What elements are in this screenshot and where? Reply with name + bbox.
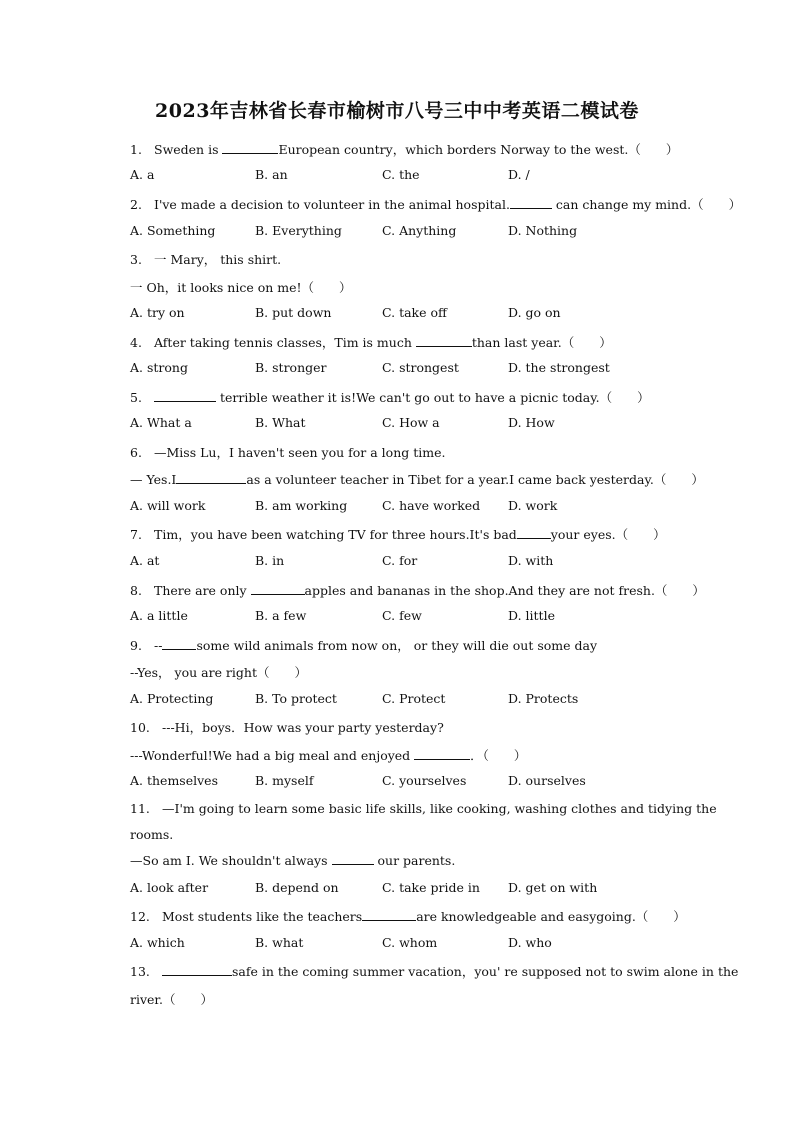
option-b[interactable]: B. depend on xyxy=(255,880,339,895)
question-number: 8. xyxy=(130,583,142,598)
question-13 xyxy=(130,962,738,980)
question-text: some wild animals from now on， or they will die out some day xyxy=(196,638,598,653)
answer-blank xyxy=(362,908,416,921)
question-text: —I'm going to learn some basic life skills, like cooking, washing clothes and tidying the xyxy=(162,801,717,816)
line-text: our parents. xyxy=(373,853,456,868)
answer-blank xyxy=(517,526,551,539)
option-a[interactable]: A. try on xyxy=(130,305,185,320)
question-11 xyxy=(130,801,717,816)
option-b[interactable]: B. a few xyxy=(255,608,307,623)
question-text: Most students like the teachers xyxy=(162,909,363,924)
option-a[interactable]: A. a xyxy=(130,167,155,182)
question-number: 5. xyxy=(130,390,142,405)
option-c[interactable]: C. strongest xyxy=(382,360,459,375)
option-a[interactable]: A. a little xyxy=(130,608,188,623)
answer-blank xyxy=(251,582,305,595)
answer-blank xyxy=(510,196,552,209)
answer-blank xyxy=(162,637,196,650)
option-b[interactable]: B. in xyxy=(255,553,285,568)
question-text: Sweden is xyxy=(154,142,223,157)
question-7 xyxy=(130,525,666,543)
question-text: safe in the coming summer vacation，you' re supposed not to swim alone in the xyxy=(232,964,739,979)
line-text: as a volunteer teacher in Tibet for a year.I came back yesterday.（ ） xyxy=(246,472,704,487)
option-a[interactable]: A. which xyxy=(130,935,185,950)
option-d[interactable]: D. ourselves xyxy=(508,773,586,788)
question-text: than last year.（ ） xyxy=(471,335,612,350)
question-text: European country，which borders Norway to the west.（ ） xyxy=(278,142,679,157)
option-b[interactable]: B. am working xyxy=(255,498,348,513)
line-text: — Yes.I xyxy=(130,472,177,487)
option-b[interactable]: B. To protect xyxy=(255,691,337,706)
option-c[interactable]: C. Protect xyxy=(382,691,446,706)
question-line xyxy=(130,470,704,488)
question-1 xyxy=(130,140,678,158)
option-d[interactable]: D. who xyxy=(508,935,552,950)
option-a[interactable]: A. will work xyxy=(130,498,206,513)
answer-blank xyxy=(416,334,472,347)
page-title: 2023年吉林省长春市榆树市八号三中中考英语二模试卷 xyxy=(155,100,639,122)
option-a[interactable]: A. at xyxy=(130,553,160,568)
question-text: are knowledgeable and easygoing.（ ） xyxy=(416,909,686,924)
question-text: 一 Mary， this shirt. xyxy=(154,252,282,267)
answer-blank xyxy=(414,747,470,760)
option-a[interactable]: A. themselves xyxy=(130,773,218,788)
question-text: Tim，you have been watching TV for three hours.It's bad xyxy=(154,527,517,542)
question-text: -- xyxy=(154,638,163,653)
answer-blank xyxy=(176,471,246,484)
question-4 xyxy=(130,333,612,351)
answer-blank xyxy=(222,141,278,154)
question-2 xyxy=(130,195,741,213)
option-c[interactable]: C. yourselves xyxy=(382,773,467,788)
option-b[interactable]: B. Everything xyxy=(255,223,342,238)
line-text: —So am I. We shouldn't always xyxy=(130,853,332,868)
question-number: 10. xyxy=(130,720,150,735)
option-b[interactable]: B. myself xyxy=(255,773,314,788)
option-c[interactable]: C. the xyxy=(382,167,420,182)
answer-blank xyxy=(332,852,374,865)
option-d[interactable]: D. Protects xyxy=(508,691,579,706)
option-d[interactable]: D. Nothing xyxy=(508,223,578,238)
option-b[interactable]: B. What xyxy=(255,415,306,430)
question-number: 9. xyxy=(130,638,142,653)
option-a[interactable]: A. What a xyxy=(130,415,192,430)
option-c[interactable]: C. few xyxy=(382,608,422,623)
question-text: apples and bananas in the shop.And they are not fresh.（ ） xyxy=(304,583,705,598)
question-number: 1. xyxy=(130,142,142,157)
question-8 xyxy=(130,581,705,599)
option-c[interactable]: C. whom xyxy=(382,935,438,950)
option-b[interactable]: B. what xyxy=(255,935,304,950)
option-d[interactable]: D. / xyxy=(508,167,530,182)
question-9 xyxy=(130,636,597,654)
question-10 xyxy=(130,718,444,736)
line-text: ．（ ） xyxy=(470,748,527,763)
question-number: 13. xyxy=(130,964,150,979)
question-number: 4. xyxy=(130,335,142,350)
question-text: After taking tennis classes，Tim is much xyxy=(154,335,416,350)
question-3 xyxy=(130,250,281,268)
question-line xyxy=(130,852,455,868)
line-text: ---Wonderful!We had a big meal and enjoyed xyxy=(130,748,415,763)
question-text: —Miss Lu，I haven't seen you for a long time. xyxy=(154,445,446,460)
question-line: --Yes， you are right（ ） xyxy=(130,665,307,680)
question-line: 一 Oh，it looks nice on me!（ ） xyxy=(130,280,352,295)
answer-blank xyxy=(162,963,232,976)
question-text: terrible weather it is!We can't go out to have a picnic today.（ ） xyxy=(216,390,650,405)
option-a[interactable]: A. strong xyxy=(130,360,188,375)
question-6 xyxy=(130,443,445,461)
question-number: 7. xyxy=(130,527,142,542)
question-text: ---Hi，boys．How was your party yesterday? xyxy=(162,720,444,735)
question-text: can change my mind.（ ） xyxy=(551,197,742,212)
question-number: 2. xyxy=(130,197,142,212)
option-b[interactable]: B. stronger xyxy=(255,360,327,375)
question-line: rooms. xyxy=(130,827,174,842)
question-number: 11. xyxy=(130,801,150,816)
option-d[interactable]: D. go on xyxy=(508,305,561,320)
option-b[interactable]: B. an xyxy=(255,167,288,182)
option-b[interactable]: B. put down xyxy=(255,305,332,320)
question-line: river.（ ） xyxy=(130,992,214,1007)
question-number: 3. xyxy=(130,252,142,267)
question-line xyxy=(130,746,526,764)
question-number: 12. xyxy=(130,909,150,924)
option-c[interactable]: C. take off xyxy=(382,305,447,320)
option-c[interactable]: C. take pride in xyxy=(382,880,480,895)
question-text: your eyes.（ ） xyxy=(550,527,666,542)
option-c[interactable]: C. for xyxy=(382,553,418,568)
option-d[interactable]: D. How xyxy=(508,415,555,430)
option-c[interactable]: C. Anything xyxy=(382,223,457,238)
option-d[interactable]: D. the strongest xyxy=(508,360,610,375)
question-text: I've made a decision to volunteer in the animal hospital. xyxy=(154,197,510,212)
option-d[interactable]: D. work xyxy=(508,498,558,513)
option-a[interactable]: A. Something xyxy=(130,223,216,238)
answer-blank xyxy=(154,389,216,402)
option-d[interactable]: D. little xyxy=(508,608,555,623)
question-5 xyxy=(130,388,650,406)
option-a[interactable]: A. Protecting xyxy=(130,691,214,706)
question-text: There are only xyxy=(154,583,251,598)
option-d[interactable]: D. with xyxy=(508,553,554,568)
option-c[interactable]: C. How a xyxy=(382,415,440,430)
question-number: 6. xyxy=(130,445,142,460)
option-c[interactable]: C. have worked xyxy=(382,498,481,513)
question-12 xyxy=(130,907,686,925)
option-d[interactable]: D. get on with xyxy=(508,880,598,895)
option-a[interactable]: A. look after xyxy=(130,880,209,895)
